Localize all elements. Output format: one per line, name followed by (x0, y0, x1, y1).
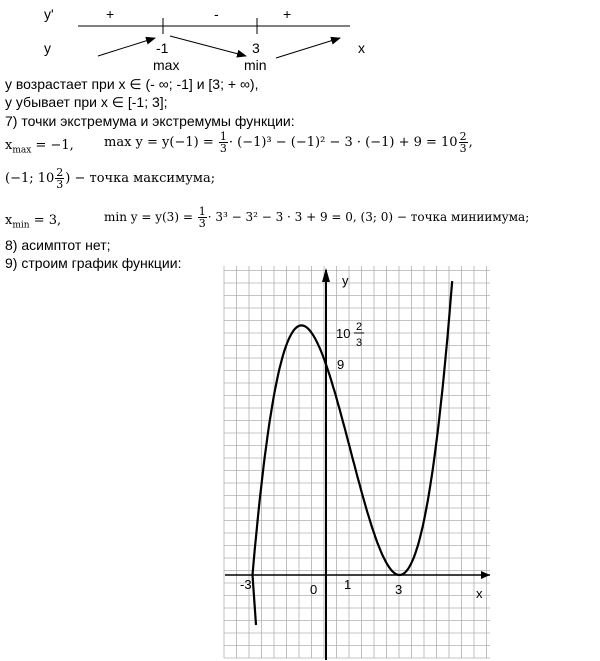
label-one: 1 (344, 577, 352, 592)
xmax-lhs: x (5, 138, 13, 153)
maxy-rest: · (−1)³ − (−1)² − 3 · (−1) + 9 = 10 (228, 135, 458, 150)
label-ten-den: 3 (356, 337, 363, 349)
label-ten-num: 2 (356, 321, 363, 333)
label-ten-whole: 10 (336, 326, 351, 341)
note-min: min (244, 57, 267, 73)
note-max: max (153, 57, 180, 73)
sign-plus-2: + (283, 6, 292, 22)
point-max-close: ) − точка максимума; (65, 171, 216, 186)
label-origin: 0 (310, 582, 318, 597)
miny-rest: · 3³ − 3² − 3 · 3 + 9 = 0, (3; 0) − точка миниимума; (207, 210, 530, 224)
increasing-line: y возрастает при x ∈ (- ∞; -1] и [3; + ∞), (5, 76, 259, 92)
item8-line: 8) асимптот нет; (5, 237, 111, 253)
maxy-frac-den: 3 (219, 142, 227, 155)
sign-plus-1: + (106, 6, 115, 22)
maxy-frac-num: 1 (219, 130, 227, 143)
xmax-sub: max (12, 145, 32, 156)
decreasing-line: y убывает при x ∈ [-1; 3]; (5, 94, 168, 110)
graph-y-label: y (342, 273, 349, 288)
xmin-rhs: = 3, (29, 213, 62, 228)
xmin-lhs: x (5, 213, 13, 228)
label-minus-three: -3 (240, 577, 252, 592)
maxy-mixed-num: 2 (459, 130, 467, 143)
label-nine: 9 (337, 357, 345, 372)
yprime-label: y' (44, 6, 54, 22)
maxy-text: max y = y(−1) = (104, 135, 218, 150)
point-max-num: 2 (56, 166, 64, 179)
maxy-end: , (468, 135, 473, 150)
point-max-den: 3 (56, 178, 64, 191)
point-minus-one: -1 (156, 40, 169, 56)
sign-minus: - (214, 6, 219, 22)
miny-frac-num: 1 (198, 205, 206, 218)
xmin-sub: min (12, 220, 30, 231)
item7-line: 7) точки экстремума и экстремумы функции: (5, 113, 295, 129)
point-three: 3 (252, 40, 260, 56)
x-axis-arrow (481, 571, 490, 579)
miny-frac-den: 3 (198, 217, 206, 230)
item9-line: 9) строим график функции: (5, 255, 182, 271)
graph-x-label: x (476, 586, 483, 601)
maxy-mixed-den: 3 (459, 142, 467, 155)
point-max-open: (−1; 10 (5, 171, 55, 186)
x-label: x (358, 40, 365, 56)
xmax-rhs: = −1, (31, 138, 74, 153)
label-three: 3 (395, 582, 403, 597)
miny-text: min y = y(3) = (104, 210, 197, 224)
y-label: y (44, 40, 51, 56)
